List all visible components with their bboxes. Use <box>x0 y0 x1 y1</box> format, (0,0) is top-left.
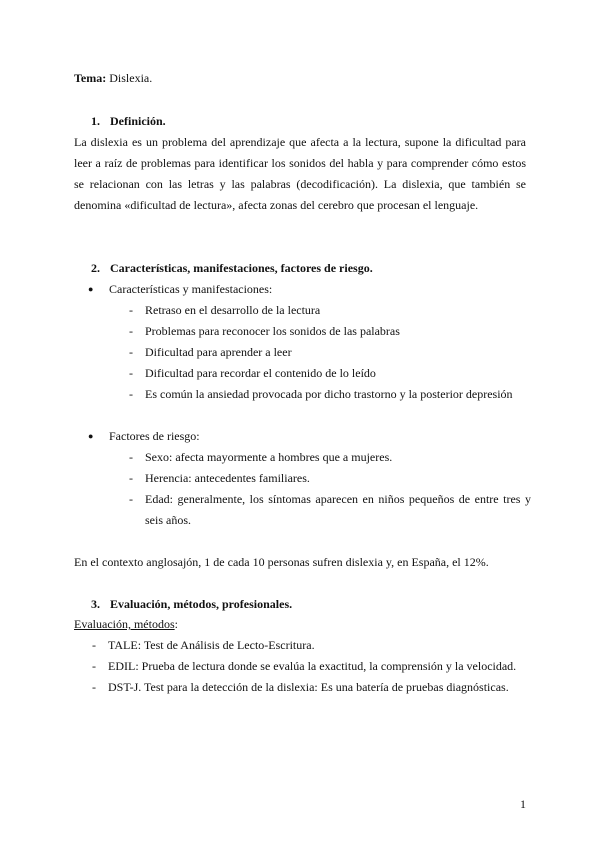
group1-label: Características y manifestaciones: <box>109 282 273 296</box>
list-item: Es común la ansiedad provocada por dicho trastorno y la posterior depresión <box>145 387 513 401</box>
dash-marker: - <box>129 471 133 485</box>
dash-marker: - <box>129 366 133 380</box>
list-item: TALE: Test de Análisis de Lecto-Escritura. <box>108 638 315 652</box>
list-item: Retraso en el desarrollo de la lectura <box>145 303 321 317</box>
section3-subheading <box>74 614 178 635</box>
dash-marker: - <box>129 324 133 338</box>
list-item: Sexo: afecta mayormente a hombres que a mujeres. <box>145 450 393 464</box>
dash-marker: - <box>129 303 133 317</box>
bullet-marker: ● <box>88 284 94 294</box>
list-item: Dificultad para aprender a leer <box>145 345 292 359</box>
statistics-note: En el contexto anglosajón, 1 de cada 10 personas sufren dislexia y, en España, el 12%. <box>74 555 489 569</box>
topic-label: Tema: <box>74 71 107 85</box>
subheading-colon: : <box>174 617 178 631</box>
topic-value: Dislexia. <box>109 71 153 85</box>
subheading-text: Evaluación, métodos <box>74 617 175 631</box>
section2-title: Características, manifestaciones, factores de riesgo. <box>110 261 373 275</box>
section3-title: Evaluación, métodos, profesionales. <box>110 597 293 611</box>
section1-number: 1. <box>91 114 100 128</box>
topic-line <box>74 68 152 89</box>
list-item: DST-J. Test para la detección de la dislexia: Es una batería de pruebas diagnósticas. <box>108 680 509 694</box>
page-number: 1 <box>520 797 526 811</box>
dash-marker: - <box>92 659 96 673</box>
section1-paragraph: La dislexia es un problema del aprendizaje que afecta a la lectura, supone la dificultad para leer a raíz de problemas para identificar los sonidos del habla y para comprender cómo estos se relacionan con las letras y las palabras (decodificación). La dislexia, que también se denomina «dificultad de lectura», afecta zonas del cerebro que procesan el lenguaje. <box>74 135 526 212</box>
dash-marker: - <box>129 387 133 401</box>
dash-marker: - <box>129 450 133 464</box>
list-item: Edad: generalmente, los síntomas aparecen en niños pequeños de entre tres y seis años. <box>145 492 531 527</box>
dash-marker: - <box>129 345 133 359</box>
group2-label: Factores de riesgo: <box>109 429 200 443</box>
dash-marker: - <box>129 492 133 506</box>
bullet-marker: ● <box>88 431 94 441</box>
list-item: Herencia: antecedentes familiares. <box>145 471 310 485</box>
section1-title: Definición. <box>110 114 166 128</box>
list-item: Dificultad para recordar el contenido de lo leído <box>145 366 376 380</box>
dash-marker: - <box>92 680 96 694</box>
list-item: Problemas para reconocer los sonidos de las palabras <box>145 324 400 338</box>
section3-number: 3. <box>91 597 100 611</box>
list-item: EDIL: Prueba de lectura donde se evalúa la exactitud, la comprensión y la velocidad. <box>108 659 517 673</box>
section2-number: 2. <box>91 261 100 275</box>
dash-marker: - <box>92 638 96 652</box>
